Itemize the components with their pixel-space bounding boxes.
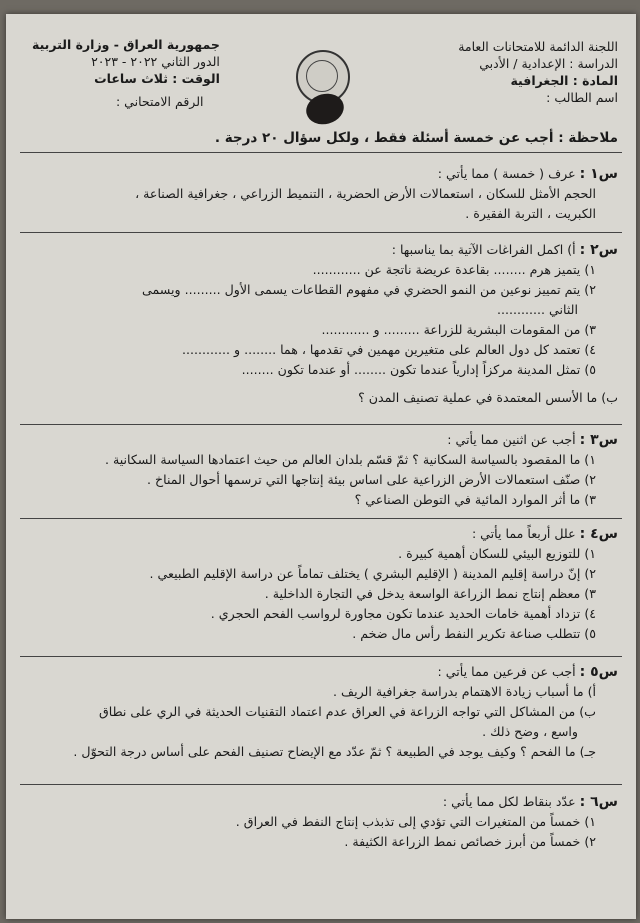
question-label: س٤ :: [579, 526, 618, 542]
divider: [20, 784, 622, 785]
question-label: س٢ :: [579, 242, 618, 258]
question-item: ٥) تمثل المدينة مركزاً إدارياً عندما تكون ........ أو عندما تكون ........: [241, 362, 596, 377]
question-item: ب) ما الأسس المعتمدة في عملية تصنيف المدن ؟: [358, 390, 618, 405]
divider: [20, 656, 622, 657]
question-label: س٦ :: [579, 794, 618, 810]
header-right: [458, 38, 618, 106]
subject: المادة : الجغرافية: [510, 73, 618, 88]
question-item: أ) ما أسباب زيادة الاهتمام بدراسة جغرافية الريف .: [333, 684, 596, 699]
study-branch: الدراسة : الإعدادية / الأدبي: [479, 56, 618, 71]
question-item: الثاني ............: [496, 302, 578, 317]
question-item: ٢) صنّف استعمالات الأرض الزراعية على اساس بيئة إنتاجها التي ترسمها أحوال المناخ .: [146, 472, 596, 487]
question-item: ٢) خمساً من أبرز خصائص نمط الزراعة الكثيفة .: [344, 834, 596, 849]
question-5: [26, 662, 618, 762]
question-item: ٤) تعتمد كل دول العالم على متغيرين مهمين في تقدمها ، هما ........ و ............: [181, 342, 596, 357]
student-name-field: اسم الطالب :: [546, 90, 618, 105]
committee-name: اللجنة الدائمة للامتحانات العامة: [458, 39, 618, 54]
exam-sheet: [6, 14, 636, 919]
exam-number-field: الرقم الامتحاني :: [116, 94, 204, 109]
question-item: ١) خمساً من المتغيرات التي تؤدي إلى تذبذب إنتاج النفط في العراق .: [235, 814, 596, 829]
question-item: ٢) يتم تمييز نوعين من النمو الحضري في مفهوم القطاعات يسمى الأول ......... ويسمى: [142, 282, 596, 297]
question-item: ٢) إنّ دراسة إقليم المدينة ( الإقليم البشري ) يختلف تماماً عن دراسة الإقليم الطبيعي .: [149, 566, 596, 581]
question-title: عرف ( خمسة ) مما يأتي :: [437, 166, 576, 181]
question-label: س١ :: [579, 166, 618, 182]
exam-note: ملاحظة : أجب عن خمسة أسئلة فقط ، ولكل سؤال ٢٠ درجة .: [214, 130, 618, 146]
question-item: ب) من المشاكل التي تواجه الزراعة في العراق عدم اعتماد التقنيات الحديثة في الري على نطاق: [98, 704, 596, 719]
question-3: [26, 430, 618, 510]
question-4: [26, 524, 618, 644]
question-item: جـ) ما الفحم ؟ وكيف يوجد في الطبيعة ؟ ثمّ عدّد مع الإيضاح تصنيف الفحم على أساس درجة التحوّل .: [73, 744, 596, 759]
question-2: [26, 240, 618, 408]
question-item: ٣) معظم إنتاج نمط الزراعة الواسعة يدخل في التجارة الداخلية .: [264, 586, 596, 601]
question-label: س٥ :: [579, 664, 618, 680]
question-item: واسع ، وضح ذلك .: [482, 724, 578, 739]
question-title: أجب عن فرعين مما يأتي :: [437, 664, 576, 679]
question-item: ٣) ما أثر الموارد المائية في التوطن الصناعي ؟: [354, 492, 596, 507]
question-label: س٣ :: [579, 432, 618, 448]
question-item: ٤) تزداد أهمية خامات الحديد عندما تكون مجاورة لرواسب الفحم الحجري .: [210, 606, 596, 621]
republic-ministry: جمهورية العراق - وزارة التربية: [32, 37, 220, 52]
question-item: ١) ما المقصود بالسياسة السكانية ؟ ثمّ قسّم بلدان العالم من حيث اعتمادها السياسة السكانية .: [104, 452, 596, 467]
question-item: ٥) تتطلب صناعة تكرير النفط رأس مال ضخم .: [352, 626, 596, 641]
divider: [20, 424, 622, 425]
question-item: ١) للتوزيع البيئي للسكان أهمية كبيرة .: [398, 546, 596, 561]
header-left: [32, 36, 220, 87]
question-title: أجب عن اثنين مما يأتي :: [447, 432, 576, 447]
exam-time: الوقت : ثلاث ساعات: [94, 71, 220, 86]
divider: [20, 152, 622, 153]
question-text: الحجم الأمثل للسكان ، استعمالات الأرض الحضرية ، التنميط الزراعي ، جغرافية الصناعة ،: [135, 186, 596, 201]
question-title: علل أربعاً مما يأتي :: [471, 526, 576, 541]
question-item: ١) يتميز هرم ........ بقاعدة عريضة ناتجة عن ............: [312, 262, 596, 277]
exam-session: الدور الثاني ٢٠٢٢ - ٢٠٢٣: [91, 54, 220, 69]
divider: [20, 232, 622, 233]
question-title: أ) اكمل الفراغات الآتية بما يناسبها :: [391, 242, 576, 257]
question-title: عدّد بنقاط لكل مما يأتي :: [442, 794, 576, 809]
question-1: [26, 164, 618, 224]
question-text: الكبريت ، التربة الفقيرة .: [465, 206, 596, 221]
question-item: ٣) من المقومات البشرية للزراعة ......... و ............: [321, 322, 596, 337]
question-6: [26, 792, 618, 852]
divider: [20, 518, 622, 519]
